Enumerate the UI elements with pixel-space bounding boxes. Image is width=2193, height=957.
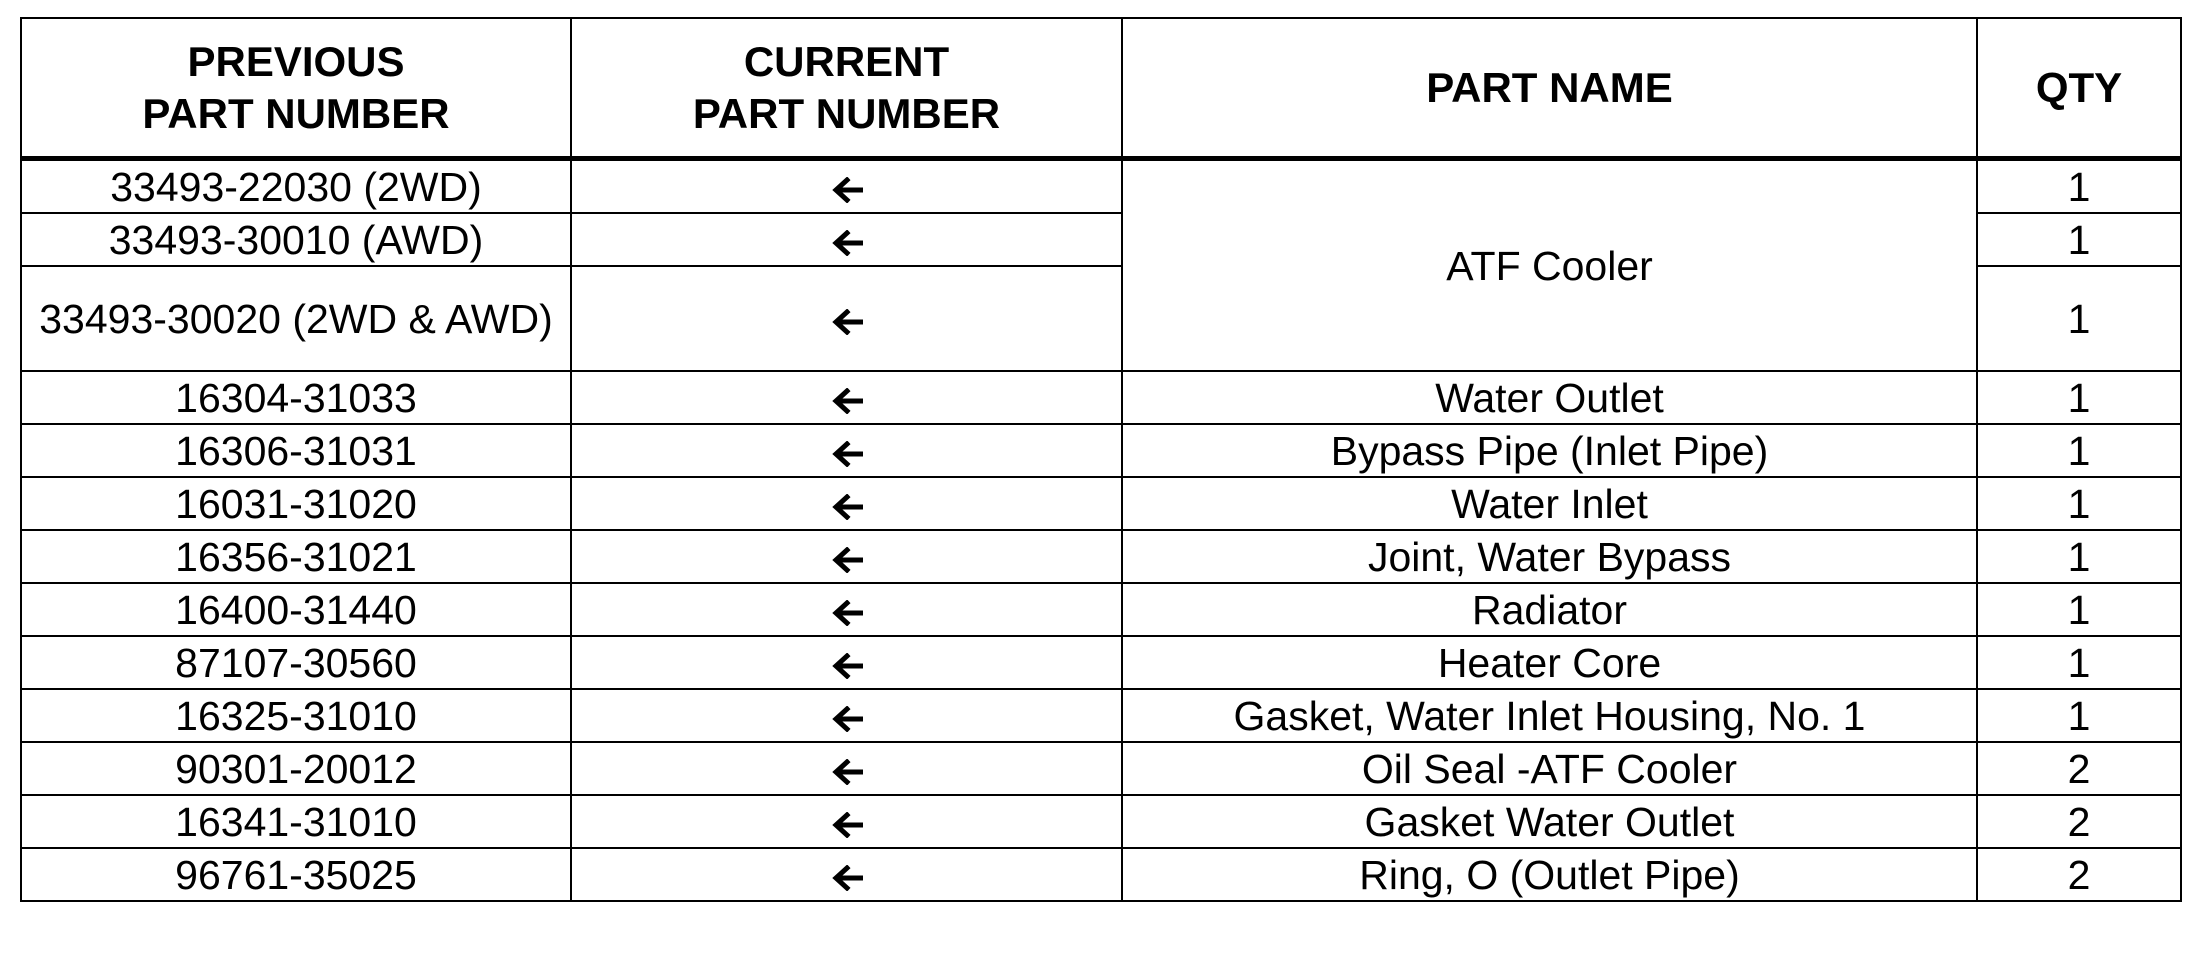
left-arrow-icon: [831, 706, 863, 732]
table-row: [21, 371, 2181, 424]
table-row: [21, 636, 2181, 689]
left-arrow-icon: [831, 441, 863, 467]
previous-part-number: 87107-30560: [21, 636, 571, 689]
left-arrow-icon: [831, 177, 863, 203]
header-previous-part-number: PREVIOUS PART NUMBER: [21, 18, 571, 159]
current-part-number: [571, 583, 1122, 636]
current-part-number: [571, 477, 1122, 530]
qty: 1: [1977, 213, 2181, 266]
qty: 1: [1977, 477, 2181, 530]
current-part-number: [571, 213, 1122, 266]
qty: 2: [1977, 795, 2181, 848]
qty: 1: [1977, 371, 2181, 424]
part-name: Ring, O (Outlet Pipe): [1122, 848, 1977, 901]
previous-part-number: 33493-30010 (AWD): [21, 213, 571, 266]
previous-part-number: 16356-31021: [21, 530, 571, 583]
left-arrow-icon: [831, 865, 863, 891]
previous-part-number: 16306-31031: [21, 424, 571, 477]
table-row: [21, 795, 2181, 848]
header-row: [21, 18, 2181, 159]
current-part-number: [571, 371, 1122, 424]
current-part-number: [571, 424, 1122, 477]
parts-table-body: [21, 159, 2181, 902]
table-row: [21, 583, 2181, 636]
previous-part-number: 16031-31020: [21, 477, 571, 530]
current-part-number: [571, 689, 1122, 742]
header-qty: QTY: [1977, 18, 2181, 159]
part-name: Bypass Pipe (Inlet Pipe): [1122, 424, 1977, 477]
part-name: Radiator: [1122, 583, 1977, 636]
part-name: Joint, Water Bypass: [1122, 530, 1977, 583]
table-row: [21, 742, 2181, 795]
parts-table: [20, 17, 2182, 902]
current-part-number: [571, 795, 1122, 848]
qty: 1: [1977, 530, 2181, 583]
qty: 1: [1977, 636, 2181, 689]
current-part-number: [571, 266, 1122, 371]
table-row: [21, 159, 2181, 214]
left-arrow-icon: [831, 230, 863, 256]
part-name: Oil Seal -ATF Cooler: [1122, 742, 1977, 795]
left-arrow-icon: [831, 812, 863, 838]
current-part-number: [571, 848, 1122, 901]
header-part-name: PART NAME: [1122, 18, 1977, 159]
table-row: [21, 689, 2181, 742]
part-name: ATF Cooler: [1122, 159, 1977, 372]
left-arrow-icon: [831, 494, 863, 520]
previous-part-number: 16325-31010: [21, 689, 571, 742]
left-arrow-icon: [831, 759, 863, 785]
qty: 1: [1977, 159, 2181, 214]
part-name: Water Inlet: [1122, 477, 1977, 530]
previous-part-number: 33493-30020 (2WD & AWD): [21, 266, 571, 371]
current-part-number: [571, 159, 1122, 214]
current-part-number: [571, 742, 1122, 795]
left-arrow-icon: [831, 547, 863, 573]
qty: 1: [1977, 424, 2181, 477]
part-name: Water Outlet: [1122, 371, 1977, 424]
previous-part-number: 16400-31440: [21, 583, 571, 636]
current-part-number: [571, 636, 1122, 689]
qty: 1: [1977, 583, 2181, 636]
part-name: Gasket, Water Inlet Housing, No. 1: [1122, 689, 1977, 742]
table-row: [21, 848, 2181, 901]
table-row: [21, 530, 2181, 583]
header-current-part-number: CURRENT PART NUMBER: [571, 18, 1122, 159]
qty: 2: [1977, 742, 2181, 795]
previous-part-number: 16341-31010: [21, 795, 571, 848]
previous-part-number: 33493-22030 (2WD): [21, 159, 571, 214]
previous-part-number: 96761-35025: [21, 848, 571, 901]
qty: 1: [1977, 266, 2181, 371]
qty: 2: [1977, 848, 2181, 901]
left-arrow-icon: [831, 653, 863, 679]
table-row: [21, 424, 2181, 477]
part-name: Heater Core: [1122, 636, 1977, 689]
left-arrow-icon: [831, 309, 863, 335]
current-part-number: [571, 530, 1122, 583]
table-row: [21, 477, 2181, 530]
part-name: Gasket Water Outlet: [1122, 795, 1977, 848]
left-arrow-icon: [831, 600, 863, 626]
previous-part-number: 90301-20012: [21, 742, 571, 795]
left-arrow-icon: [831, 388, 863, 414]
qty: 1: [1977, 689, 2181, 742]
previous-part-number: 16304-31033: [21, 371, 571, 424]
